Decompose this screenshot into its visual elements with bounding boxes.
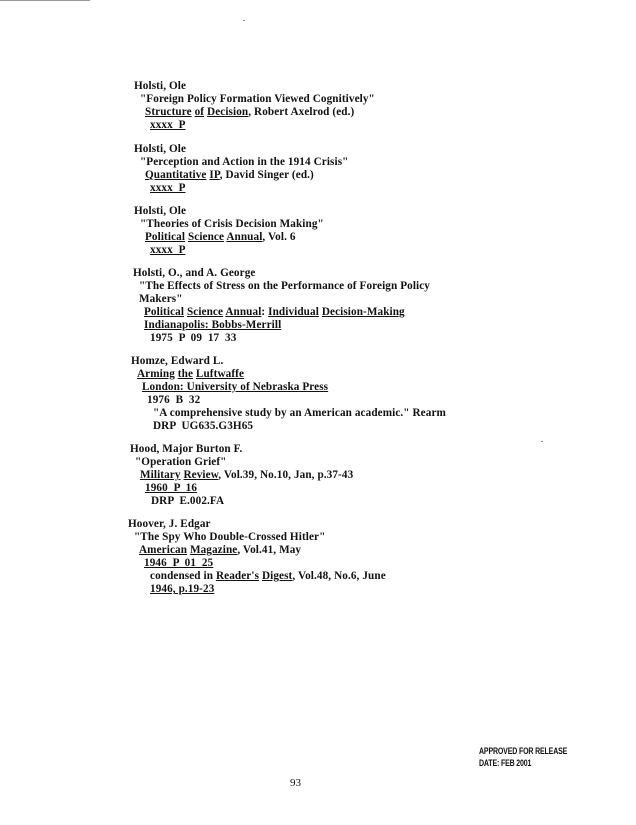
entry-code: 1976 B 32 [147, 394, 201, 406]
entry-title: Arming the Luftwaffe [137, 368, 245, 380]
entry-source: Military Review, Vol.39, No.10, Jan, p.37-43 [140, 469, 354, 481]
release-stamp-line2: DATE: FEB 2001 [479, 758, 532, 768]
entry-source: Quantitative IP, David Singer (ed.) [145, 169, 314, 181]
entry-code: xxxx P [150, 119, 186, 131]
entry-code: xxxx P [150, 244, 186, 256]
entry-code: 1975 P 09 17 33 [150, 332, 237, 344]
entry-publisher: Indianapolis: Bobbs-Merrill [144, 319, 282, 331]
entry-title: "Perception and Action in the 1914 Crisis" [140, 156, 349, 168]
entry-source: Political Science Annual: Individual Decision-Making [144, 306, 405, 318]
entry-author: Holsti, Ole [134, 80, 187, 92]
page-number: 93 [290, 777, 301, 789]
scan-speck [243, 20, 245, 21]
entry-code: 1946 P 01 25 [144, 557, 214, 569]
entry-title: "Operation Grief" [135, 456, 227, 468]
entry-title: "Theories of Crisis Decision Making" [140, 218, 324, 230]
entry-title-continued: Makers" [139, 293, 183, 305]
entry-note: condensed in Reader's Digest, Vol.48, No.6, June [150, 570, 386, 582]
entry-call-number: DRP UG635.G3H65 [153, 420, 254, 432]
entry-title: "Foreign Policy Formation Viewed Cognitively" [140, 93, 375, 105]
entry-note-continued: 1946, p.19-23 [150, 583, 215, 595]
entry-note: "A comprehensive study by an American academic." Rearm [153, 407, 446, 419]
entry-author: Holsti, Ole [134, 143, 187, 155]
entry-source: Structure of Decision, Robert Axelrod (ed.) [145, 106, 355, 118]
entry-author: Holsti, O., and A. George [133, 267, 256, 279]
entry-author: Homze, Edward L. [131, 355, 224, 367]
entry-author: Hoover, J. Edgar [128, 518, 211, 530]
entry-call-number: DRP E.002.FA [151, 495, 225, 507]
entry-code: 1960 P 16 [145, 482, 198, 494]
entry-publisher: London: University of Nebraska Press [142, 381, 329, 393]
entry-source: American Magazine, Vol.41, May [139, 544, 302, 556]
scan-edge-line [0, 0, 90, 1]
entry-title: "The Effects of Stress on the Performance of Foreign Policy [139, 280, 431, 292]
entry-author: Hood, Major Burton F. [130, 443, 243, 455]
entry-source: Political Science Annual, Vol. 6 [145, 231, 296, 243]
entry-code: xxxx P [150, 182, 186, 194]
entry-title: "The Spy Who Double-Crossed Hitler" [134, 531, 326, 543]
release-stamp-line1: APPROVED FOR RELEASE [479, 746, 568, 756]
scan-speck [541, 441, 543, 442]
entry-author: Holsti, Ole [134, 205, 187, 217]
